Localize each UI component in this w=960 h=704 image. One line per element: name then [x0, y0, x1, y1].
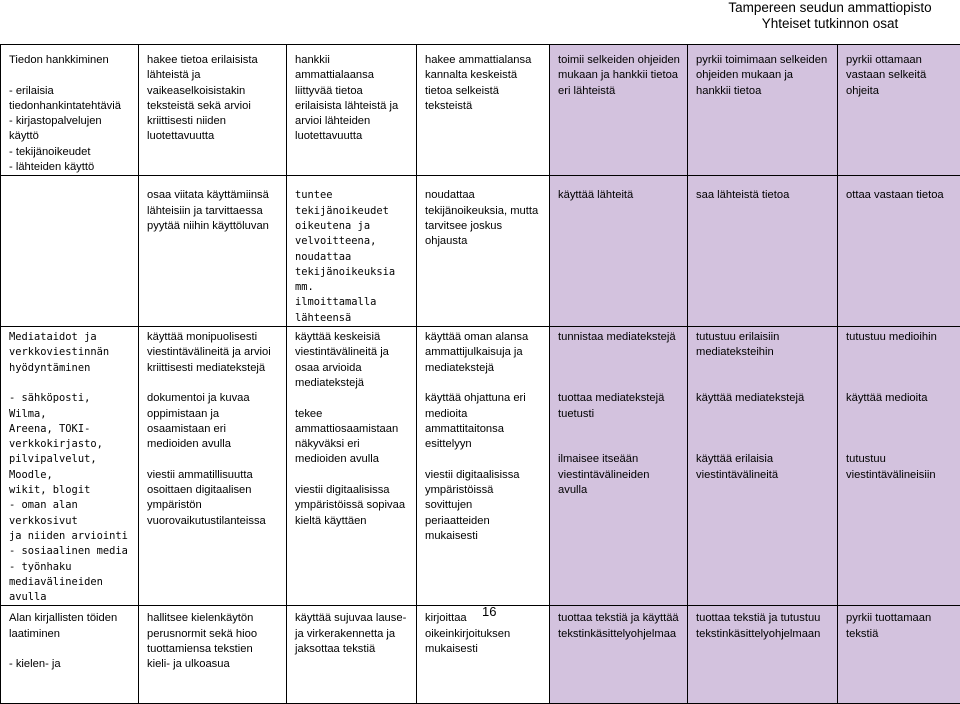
cell-text: hyödyntäminen — [9, 361, 134, 376]
page-number: 16 — [482, 604, 496, 619]
cell-text: viestii digitaalisissa — [425, 468, 545, 483]
page-header — [700, 0, 960, 32]
cell-text: tuntee tekijänoikeudet — [295, 188, 412, 219]
table-row — [1, 176, 960, 327]
cell-text: käyttää mediatekstejä — [696, 391, 833, 406]
cell-text: pyrkii tuottamaan — [846, 611, 956, 626]
table-cell — [287, 327, 417, 606]
cell-text: tutustuu erilaisiin — [696, 330, 833, 345]
cell-text: hallitsee kielenkäytön — [147, 611, 282, 626]
cell-text: tiedonhankintatehtäviä — [9, 99, 134, 114]
cell-text: kriittisesti mediatekstejä — [147, 361, 282, 376]
cell-text: - lähteiden käyttö — [9, 160, 134, 175]
cell-text: tekijänoikeuksia mm. — [295, 265, 412, 296]
cell-text: pilvipalvelut, Moodle, — [9, 452, 134, 483]
cell-text: osaa viitata käyttämiinsä — [147, 188, 282, 203]
cell-text — [846, 407, 956, 422]
table-cell — [287, 176, 417, 327]
cell-text: oikeinkirjoituksen — [425, 627, 545, 642]
cell-text: tuottamiensa tekstien — [147, 642, 282, 657]
cell-text: avulla — [558, 483, 683, 498]
cell-text: käyttää sujuvaa lause- — [295, 611, 412, 626]
cell-text — [696, 437, 833, 452]
cell-text: viestii digitaalisissa — [295, 483, 412, 498]
cell-text: kieltä käyttäen — [295, 514, 412, 529]
cell-text: - tekijänoikeudet — [9, 145, 134, 160]
cell-text — [846, 422, 956, 437]
cell-text: verkkoviestinnän — [9, 345, 134, 360]
cell-text: Mediataidot ja — [9, 330, 134, 345]
cell-text: oppimistaan ja — [147, 407, 282, 422]
cell-text — [558, 361, 683, 376]
cell-text: luotettavuutta — [147, 129, 282, 144]
table-cell — [417, 176, 550, 327]
cell-text: tietoa selkeistä — [425, 84, 545, 99]
cell-text: tekee — [295, 407, 412, 422]
table-cell — [688, 606, 838, 704]
table-cell — [550, 606, 688, 704]
cell-text: mediatekstejä — [425, 361, 545, 376]
cell-text: tarvitsee joskus — [425, 219, 545, 234]
cell-text: ja niiden arviointi — [9, 529, 134, 544]
cell-text: medioiden avulla — [295, 452, 412, 467]
cell-text: noudattaa — [425, 188, 545, 203]
cell-text: - oman alan verkkosivut — [9, 498, 134, 529]
cell-text: käyttö — [9, 129, 134, 144]
table-cell — [838, 45, 960, 176]
cell-text: jaksottaa tekstiä — [295, 642, 412, 657]
cell-text: Tiedon hankkiminen — [9, 53, 134, 68]
cell-text: - sosiaalinen media — [9, 544, 134, 559]
cell-text: osaa arvioida — [295, 361, 412, 376]
cell-text: ympäristöissä sopivaa — [295, 498, 412, 513]
cell-text: esittelyyn — [425, 437, 545, 452]
cell-text: käyttää oman alansa — [425, 330, 545, 345]
cell-text — [558, 376, 683, 391]
cell-text — [846, 361, 956, 376]
cell-text — [147, 452, 282, 467]
cell-text — [295, 391, 412, 406]
cell-text: Areena, TOKI- — [9, 422, 134, 437]
cell-text — [696, 376, 833, 391]
cell-text: pyrkii toimimaan selkeiden — [696, 53, 833, 68]
table-cell — [550, 45, 688, 176]
table-cell — [139, 176, 287, 327]
cell-text: osaamistaan eri — [147, 422, 282, 437]
cell-text: ympäristön — [147, 498, 282, 513]
cell-text: kriittisesti niiden — [147, 114, 282, 129]
table-cell — [139, 606, 287, 704]
cell-text: ohjausta — [425, 234, 545, 249]
cell-text: ohjeita — [846, 84, 956, 99]
table-cell — [139, 45, 287, 176]
cell-text: käyttää erilaisia — [696, 452, 833, 467]
cell-text: hakee tietoa erilaisista — [147, 53, 282, 68]
cell-text — [846, 376, 956, 391]
cell-text: tekstinkäsittelyohjelmaa — [558, 627, 683, 642]
cell-text: Alan kirjallisten töiden — [9, 611, 134, 626]
table-cell — [838, 176, 960, 327]
table-cell — [1, 606, 139, 704]
cell-text: medioita — [425, 407, 545, 422]
table-cell — [688, 45, 838, 176]
cell-text: tuetusti — [558, 407, 683, 422]
cell-text: - kielen- ja — [9, 657, 134, 672]
cell-text: viestintävälineiden — [558, 468, 683, 483]
table-cell — [1, 45, 139, 176]
cell-text — [696, 407, 833, 422]
cell-text: erilaisista lähteistä ja — [295, 99, 412, 114]
cell-text — [9, 376, 134, 391]
table-cell — [1, 176, 139, 327]
cell-text: viestintävälineitä ja — [295, 345, 412, 360]
cell-text: velvoitteena, — [295, 234, 412, 249]
cell-text: mukaisesti — [425, 642, 545, 657]
cell-text: tunnistaa mediatekstejä — [558, 330, 683, 345]
cell-text: tutustuu — [846, 452, 956, 467]
cell-text — [9, 68, 134, 83]
table-row — [1, 327, 960, 606]
cell-text: teksteistä sekä arvioi — [147, 99, 282, 114]
cell-text: tekstinkäsittelyohjelmaan — [696, 627, 833, 642]
cell-text: teksteistä — [425, 99, 545, 114]
cell-text: käyttää keskeisiä — [295, 330, 412, 345]
cell-text: käyttää medioita — [846, 391, 956, 406]
cell-text: ilmaisee itseään — [558, 452, 683, 467]
cell-text: - työnhaku — [9, 560, 134, 575]
cell-text: lähteistä ja — [147, 68, 282, 83]
table-cell — [688, 176, 838, 327]
cell-text: noudattaa — [295, 250, 412, 265]
cell-text: osoittaen digitaalisen — [147, 483, 282, 498]
cell-text — [295, 468, 412, 483]
cell-text: vuorovaikutustilanteissa — [147, 514, 282, 529]
cell-text: verkkokirjasto, — [9, 437, 134, 452]
cell-text: dokumentoi ja kuvaa — [147, 391, 282, 406]
cell-text: liittyvää tietoa — [295, 84, 412, 99]
cell-text: - kirjastopalvelujen — [9, 114, 134, 129]
cell-text: hankkii — [295, 53, 412, 68]
cell-text: näkyväksi eri — [295, 437, 412, 452]
cell-text: perusnormit sekä hioo — [147, 627, 282, 642]
table-cell — [287, 606, 417, 704]
cell-text: toimii selkeiden ohjeiden — [558, 53, 683, 68]
cell-text — [846, 437, 956, 452]
cell-text: mediatekstejä — [295, 376, 412, 391]
cell-text: eri lähteistä — [558, 84, 683, 99]
cell-text: luotettavuutta — [295, 129, 412, 144]
cell-text: pyytää niihin käyttöluvan — [147, 219, 282, 234]
cell-text: ammattialaansa — [295, 68, 412, 83]
cell-text: ympäristöissä — [425, 483, 545, 498]
cell-text: lähteisiin ja tarvittaessa — [147, 204, 282, 219]
cell-text — [425, 452, 545, 467]
cell-text: pyrkii ottamaan — [846, 53, 956, 68]
table-cell — [550, 176, 688, 327]
cell-text: tuottaa tekstiä ja tutustuu — [696, 611, 833, 626]
cell-text: hankkii tietoa — [696, 84, 833, 99]
cell-text: periaatteiden — [425, 514, 545, 529]
cell-text: wikit, blogit — [9, 483, 134, 498]
cell-text: tekstiä — [846, 627, 956, 642]
cell-text: kannalta keskeistä — [425, 68, 545, 83]
cell-text: vastaan selkeitä — [846, 68, 956, 83]
cell-text: kirjoittaa — [425, 611, 545, 626]
table-cell — [688, 327, 838, 606]
table-cell — [287, 45, 417, 176]
cell-text: - sähköposti, Wilma, — [9, 391, 134, 422]
cell-text: sovittujen — [425, 498, 545, 513]
header-line-2: Yhteiset tutkinnon osat — [700, 16, 960, 32]
cell-text: kieli- ja ulkoasua — [147, 657, 282, 672]
table-row — [1, 45, 960, 176]
cell-text: saa lähteistä tietoa — [696, 188, 833, 203]
cell-text: ammattitaitonsa — [425, 422, 545, 437]
table-row — [1, 606, 960, 704]
cell-text: viestintävälineisiin — [846, 468, 956, 483]
cell-text: mukaisesti — [425, 529, 545, 544]
table-cell — [417, 606, 550, 704]
cell-text: laatiminen — [9, 627, 134, 642]
cell-text: ammattiosaamistaan — [295, 422, 412, 437]
cell-text: hakee ammattialansa — [425, 53, 545, 68]
cell-text — [846, 345, 956, 360]
cell-text — [558, 437, 683, 452]
table-cell — [417, 327, 550, 606]
header-line-1: Tampereen seudun ammattiopisto — [700, 0, 960, 16]
cell-text: ammattijulkaisuja ja — [425, 345, 545, 360]
table-cell — [838, 327, 960, 606]
cell-text — [696, 422, 833, 437]
cell-text: tuottaa tekstiä ja käyttää — [558, 611, 683, 626]
cell-text: viestii ammatillisuutta — [147, 468, 282, 483]
cell-text: medioiden avulla — [147, 437, 282, 452]
table-cell — [838, 606, 960, 704]
cell-text: arvioi lähteiden — [295, 114, 412, 129]
cell-text: vaikeaselkoisistakin — [147, 84, 282, 99]
cell-text: käyttää lähteitä — [558, 188, 683, 203]
cell-text — [558, 345, 683, 360]
table-cell — [417, 45, 550, 176]
cell-text: ilmoittamalla lähteensä — [295, 295, 412, 326]
cell-text: tuottaa mediatekstejä — [558, 391, 683, 406]
cell-text: ottaa vastaan tietoa — [846, 188, 956, 203]
cell-text: mukaan ja hankkii tietoa — [558, 68, 683, 83]
cell-text: tekijänoikeuksia, mutta — [425, 204, 545, 219]
cell-text: viestintävälineitä ja arvioi — [147, 345, 282, 360]
cell-text — [425, 376, 545, 391]
cell-text: mediateksteihin — [696, 345, 833, 360]
cell-text: mediavälineiden avulla — [9, 575, 134, 606]
cell-text: oikeutena ja — [295, 219, 412, 234]
cell-text: ja virkerakennetta ja — [295, 627, 412, 642]
cell-text — [696, 361, 833, 376]
cell-text: viestintävälineitä — [696, 468, 833, 483]
cell-text — [558, 422, 683, 437]
cell-text: käyttää monipuolisesti — [147, 330, 282, 345]
cell-text: käyttää ohjattuna eri — [425, 391, 545, 406]
cell-text: - erilaisia — [9, 84, 134, 99]
table-cell — [139, 327, 287, 606]
cell-text — [147, 376, 282, 391]
table-cell — [550, 327, 688, 606]
cell-text: ohjeiden mukaan ja — [696, 68, 833, 83]
criteria-table — [0, 44, 960, 704]
table-cell — [1, 327, 139, 606]
cell-text: tutustuu medioihin — [846, 330, 956, 345]
cell-text — [9, 642, 134, 657]
